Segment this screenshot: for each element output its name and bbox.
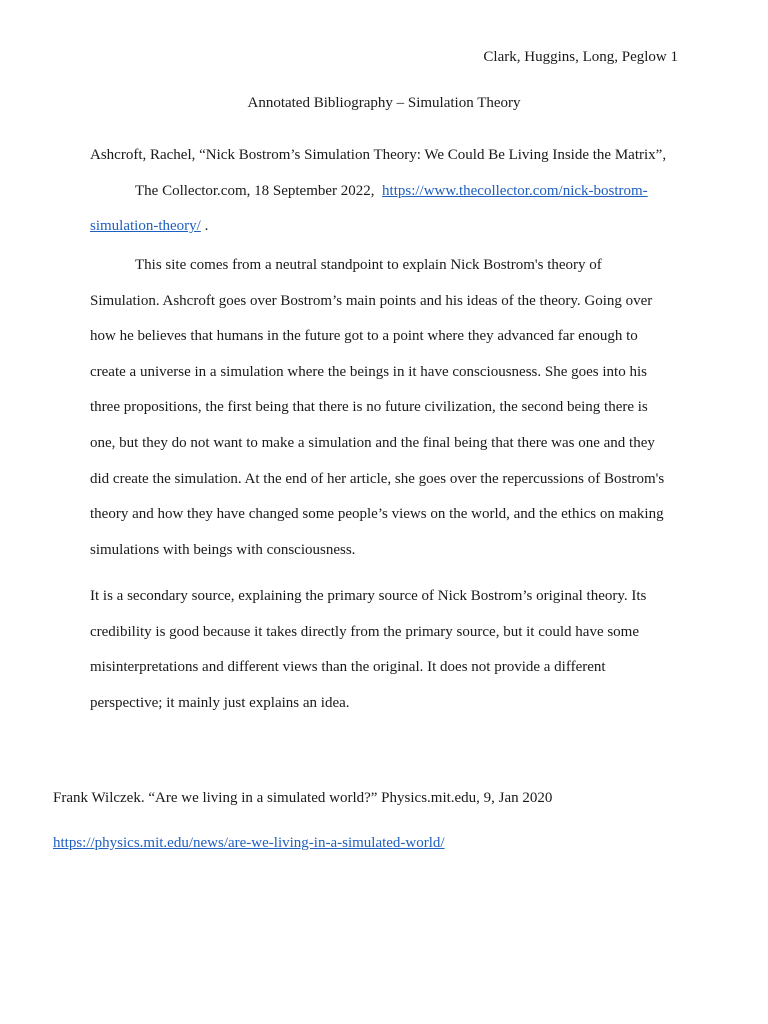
summary-line: This site comes from a neutral standpoint to explain Nick Bostrom's theory of <box>135 257 602 273</box>
entry2-link-line <box>53 833 445 853</box>
summary-line: one, but they do not want to make a simulation and the final being that there was one and they <box>90 434 655 451</box>
entry1-citation-end: . <box>204 218 209 235</box>
summary-line: create a universe in a simulation where the beings in it have consciousness. She goes into his <box>90 363 647 380</box>
entry1-url-link-part2[interactable]: simulation-theory/ <box>90 218 201 235</box>
summary-line: simulations with beings with consciousness. <box>90 541 356 558</box>
entry1-citation-line3 <box>90 209 680 245</box>
summary-line: three propositions, the first being that there is no future civilization, the second being there is <box>90 399 648 416</box>
running-header: Clark, Huggins, Long, Peglow 1 <box>483 49 678 65</box>
document-title: Annotated Bibliography – Simulation Theory <box>247 95 521 111</box>
entry2-url-link[interactable]: https://physics.mit.edu/news/are-we-living-in-a-simulated-world/ <box>53 835 445 851</box>
entry1-evaluation-paragraph <box>90 579 680 721</box>
summary-line: how he believes that humans in the future got to a point where they advanced far enough to <box>90 328 638 345</box>
entry1-url-link-part1[interactable]: https://www.thecollector.com/nick-bostrom- <box>382 182 648 199</box>
summary-line: Simulation. Ashcroft goes over Bostrom’s main points and his ideas of the theory. Going over <box>90 292 653 309</box>
evaluation-line: credibility is good because it takes directly from the primary source, but it could have some <box>90 623 640 640</box>
entry1-citation <box>90 138 680 245</box>
summary-line: theory and how they have changed some people’s views on the world, and the ethics on making <box>90 506 664 523</box>
entry1-summary-paragraph <box>90 248 680 568</box>
summary-line: did create the simulation. At the end of her article, she goes over the repercussions of Bostrom's <box>90 470 665 487</box>
entry2-citation: Frank Wilczek. “Are we living in a simulated world?” Physics.mit.edu, 9, Jan 2020 <box>53 790 553 806</box>
entry1-citation-line2 <box>90 174 680 210</box>
evaluation-line: It is a secondary source, explaining the primary source of Nick Bostrom’s original theory. Its <box>90 588 647 604</box>
entry1-citation-source: The Collector.com, 18 September 2022, <box>135 182 375 199</box>
evaluation-line: misinterpretations and different views than the original. It does not provide a different <box>90 659 606 676</box>
evaluation-line: perspective; it mainly just explains an idea. <box>90 694 350 711</box>
entry1-citation-line1: Ashcroft, Rachel, “Nick Bostrom’s Simulation Theory: We Could Be Living Inside the Matrix”, <box>90 147 667 163</box>
